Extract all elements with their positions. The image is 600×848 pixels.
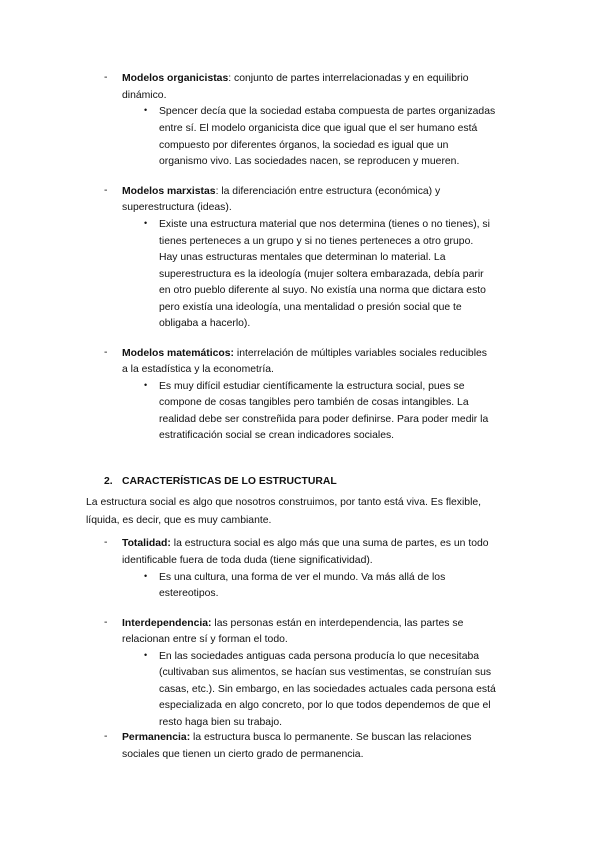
dash-marker: - <box>104 72 108 83</box>
sub-item-text: En las sociedades antiguas cada persona producía lo que necesitaba <box>159 651 480 662</box>
sub-item-text: en otro pueblo diferente al suyo. No existía una norma que dictara esto <box>159 285 486 296</box>
list-item-heading: Totalidad: la estructura social es algo más que una suma de partes, es un todo <box>122 538 489 549</box>
section-title: CARACTERÍSTICAS DE LO ESTRUCTURAL <box>122 476 337 487</box>
sub-item-text: Es una cultura, una forma de ver el mundo. Va más allá de los <box>159 572 446 583</box>
dash-marker: - <box>104 731 108 742</box>
sub-item-text: casas, etc.). Sin embargo, en las sociedades actuales cada persona está <box>159 684 496 695</box>
sub-item-text: especializada en algo concreto, por lo que todos dependemos de que el <box>159 700 491 711</box>
list-item-text: a la estadística y la econometría. <box>122 364 274 375</box>
sub-item-text: organismo vivo. Las sociedades nacen, se reproducen y mueren. <box>159 156 460 167</box>
sub-item-text: Hay unas estructuras mentales que determinan lo material. La <box>159 252 446 263</box>
list-item-text: sociales que tienen un cierto grado de permanencia. <box>122 749 364 760</box>
sub-item-text: resto haga bien su trabajo. <box>159 717 283 728</box>
sub-item-text: Es muy difícil estudiar científicamente la estructura social, pues se <box>159 381 465 392</box>
sub-item-text: realidad debe ser constreñida para poder definirse. Para poder medir la <box>159 414 489 425</box>
sub-item-text: Spencer decía que la sociedad estaba compuesta de partes organizadas <box>159 106 496 117</box>
list-item-heading: Modelos marxistas: la diferenciación entre estructura (económica) y <box>122 186 441 197</box>
bullet-marker: • <box>144 650 148 660</box>
sub-item-text: (cultivaban sus alimentos, se hacían sus vestimentas, se construían sus <box>159 667 492 678</box>
bullet-marker: • <box>144 105 148 115</box>
list-item-heading: Modelos matemáticos: interrelación de múltiples variables sociales reducibles <box>122 348 487 359</box>
sub-item-text: tienes perteneces a un grupo y si no tienes perteneces a otro grupo. <box>159 236 474 247</box>
list-item-heading: Permanencia: la estructura busca lo permanente. Se buscan las relaciones <box>122 732 472 743</box>
bullet-marker: • <box>144 218 148 228</box>
sub-item-text: obligaba a hacerlo). <box>159 318 251 329</box>
dash-marker: - <box>104 537 108 548</box>
list-item-text: superestructura (ideas). <box>122 202 232 213</box>
bullet-marker: • <box>144 380 148 390</box>
dash-marker: - <box>104 617 108 628</box>
sub-item-text: compuesto por diferentes órganos, la sociedad es igual que un <box>159 140 449 151</box>
list-item-heading: Modelos organicistas: conjunto de partes interrelacionadas y en equilibrio <box>122 73 469 84</box>
sub-item-text: entre sí. El modelo organicista dice que igual que el ser humano está <box>159 123 478 134</box>
sub-item-text: estereotipos. <box>159 588 219 599</box>
list-item-text: identificable fuera de toda duda (tiene significatividad). <box>122 555 373 566</box>
list-item-text: relacionan entre sí y forman el todo. <box>122 634 288 645</box>
section-number: 2. <box>104 476 113 487</box>
list-item-text: dinámico. <box>122 90 167 101</box>
sub-item-text: superestructura es la ideología (mujer soltera embarazada, debía parir <box>159 269 484 280</box>
intro-paragraph: La estructura social es algo que nosotros construimos, por tanto está viva. Es flexible, <box>86 497 482 508</box>
dash-marker: - <box>104 185 108 196</box>
sub-item-text: estratificación social se crean indicadores sociales. <box>159 430 395 441</box>
sub-item-text: compone de cosas tangibles pero también de cosas intangibles. La <box>159 397 469 408</box>
list-item-heading: Interdependencia: las personas están en interdependencia, las partes se <box>122 618 464 629</box>
bullet-marker: • <box>144 571 148 581</box>
sub-item-text: Existe una estructura material que nos determina (tienes o no tienes), si <box>159 219 490 230</box>
intro-paragraph: líquida, es decir, que es muy cambiante. <box>86 515 272 526</box>
dash-marker: - <box>104 347 108 358</box>
sub-item-text: pero existía una ideología, una mentalidad o presión social que te <box>159 302 462 313</box>
